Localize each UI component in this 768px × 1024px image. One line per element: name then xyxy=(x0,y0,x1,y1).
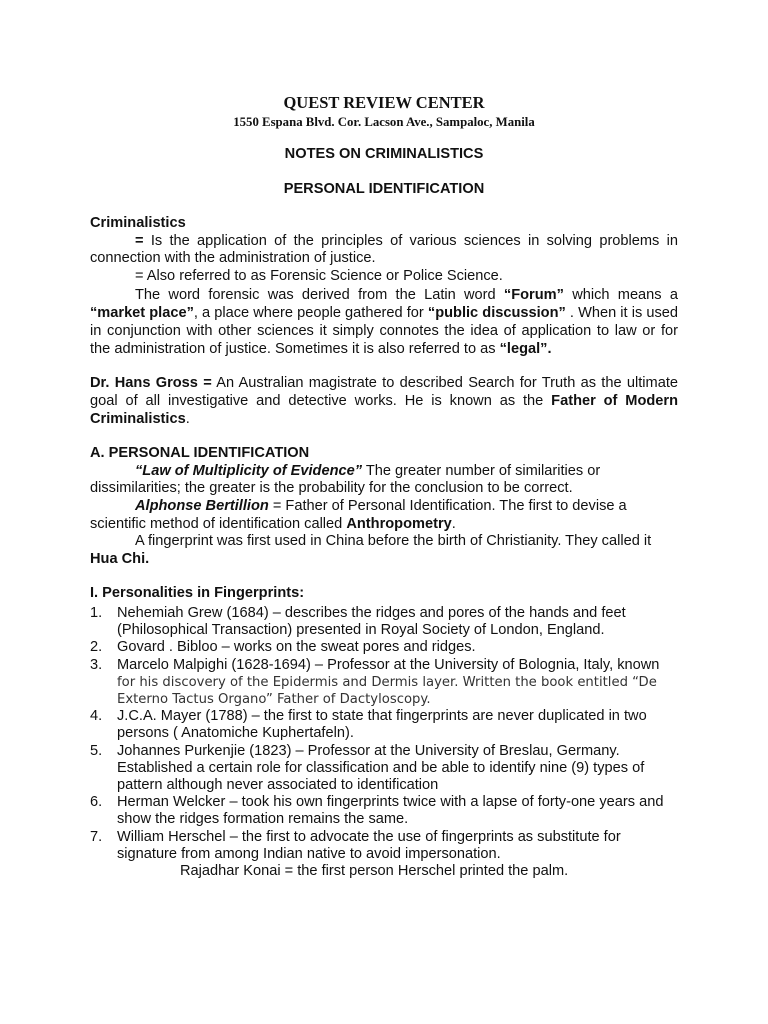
public-discussion-term: “public discussion” xyxy=(427,304,566,321)
forensic-text-3: , a place where people gathered for xyxy=(193,304,428,321)
list-item-number: 4. xyxy=(90,708,103,725)
multiplicity-law: “Law of Multiplicity of Evidence” xyxy=(135,462,363,479)
personal-identification-section xyxy=(90,445,678,568)
definition-text: Is the application of the principles of various sciences in solving problems in connection with the administration of justice. xyxy=(90,232,678,267)
list-item-text: J.C.A. Mayer (1788) – the first to state that fingerprints are never duplicated in two persons ( Anatomiche Kuphertafeln). xyxy=(117,708,647,742)
list-item-text: Herman Welcker – took his own fingerprints twice with a lapse of forty-one years and show the ridges formation remains the same. xyxy=(117,794,664,828)
list-item-text-continued: for his discovery of the Epidermis and Dermis layer. Written the book entitled “De Externo Tactus Organo” Father of Dactyloscopy. xyxy=(117,674,657,707)
bertillion-text: = Father of Personal Identification. The first to devise a scientific method of identification called xyxy=(90,497,627,532)
document-header-title: QUEST REVIEW CENTER xyxy=(283,93,485,112)
list-item-number: 1. xyxy=(90,604,103,621)
list-item-text: Johannes Purkenjie (1823) – Professor at the University of Breslau, Germany. Established a certain role for classification and be able to identify nine (9) types of pattern although never associated to identification xyxy=(117,742,645,793)
multiplicity-paragraph xyxy=(90,463,678,498)
bertillion-paragraph xyxy=(90,498,678,533)
criminalistics-section xyxy=(90,215,678,358)
list-item-text: Nehemiah Grew (1684) – describes the ridges and pores of the hands and feet (Philosophical Transaction) presented in Royal Society of London, England. xyxy=(117,604,626,639)
personalities-list xyxy=(90,605,678,881)
konai-note: Rajadhar Konai = the first person Herschel printed the palm. xyxy=(180,862,569,879)
personalities-section xyxy=(90,585,678,880)
forum-term: “Forum” xyxy=(503,286,564,303)
hans-gross-paragraph xyxy=(90,375,678,428)
list-item-text: William Herschel – the first to advocate the use of fingerprints as substitute for signature from among Indian native to avoid impersonation. xyxy=(117,828,621,862)
document-header-address: 1550 Espana Blvd. Cor. Lacson Ave., Sampaloc, Manila xyxy=(233,115,535,129)
china-paragraph xyxy=(90,533,678,568)
criminalistics-definition xyxy=(90,233,678,268)
bertillion-name: Alphonse Bertillion xyxy=(135,497,269,514)
list-item xyxy=(90,605,678,639)
list-item xyxy=(90,743,678,795)
list-item-text-group xyxy=(117,657,678,709)
hans-gross-title: Father of Modern Criminalistics xyxy=(90,392,678,427)
personalities-heading: I. Personalities in Fingerprints: xyxy=(90,585,305,602)
section-title: PERSONAL IDENTIFICATION xyxy=(283,180,485,197)
notes-title: NOTES ON CRIMINALISTICS xyxy=(284,146,484,162)
list-item-text: Govard . Bibloo – works on the sweat pores and ridges. xyxy=(117,639,476,656)
forensic-text-1: The word forensic was derived from the Latin word xyxy=(135,286,504,303)
list-item-number: 7. xyxy=(90,828,103,845)
hans-gross-text: An Australian magistrate to described Search for Truth as the ultimate goal of all investigative and detective works. He is known as the xyxy=(90,375,678,409)
list-item-number: 2. xyxy=(90,639,103,656)
china-text: A fingerprint was first used in China before the birth of Christianity. They called it xyxy=(135,533,652,550)
hans-gross-end: . xyxy=(185,410,190,427)
criminalistics-alias: = Also referred to as Forensic Science or Police Science. xyxy=(135,267,503,284)
list-item-text: Marcelo Malpighi (1628-1694) – Professor at the University of Bolognia, Italy, known xyxy=(117,656,660,673)
forensic-paragraph xyxy=(90,286,678,359)
forensic-text-4: . When it is used in conjunction with other sciences it simply connotes the idea of application to law or for the administration of justice. Sometimes it is also referred to as xyxy=(90,304,678,358)
list-item xyxy=(90,829,678,863)
hans-gross-name: Dr. Hans Gross = xyxy=(90,375,212,392)
market-place-term: “market place” xyxy=(90,304,194,321)
legal-term: “legal”. xyxy=(499,341,552,358)
document-page xyxy=(90,92,678,881)
multiplicity-text: The greater number of similarities or dissimilarities; the greater is the probability for the conclusion to be correct. xyxy=(90,462,601,497)
anthropometry-term: Anthropometry xyxy=(346,515,452,532)
anthropometry-end: . xyxy=(451,515,456,532)
list-item xyxy=(90,794,678,828)
personal-identification-heading: A. PERSONAL IDENTIFICATION xyxy=(90,445,310,462)
list-item-number: 6. xyxy=(90,794,103,811)
forensic-text-2: which means a xyxy=(563,286,678,303)
list-item xyxy=(90,639,678,656)
definition-mark: = xyxy=(135,232,144,249)
list-item-number: 3. xyxy=(90,656,103,673)
criminalistics-heading: Criminalistics xyxy=(90,215,186,232)
list-item xyxy=(90,708,678,742)
list-item xyxy=(90,657,678,709)
hua-chi-term: Hua Chi. xyxy=(90,550,150,567)
list-item-number: 5. xyxy=(90,742,103,759)
